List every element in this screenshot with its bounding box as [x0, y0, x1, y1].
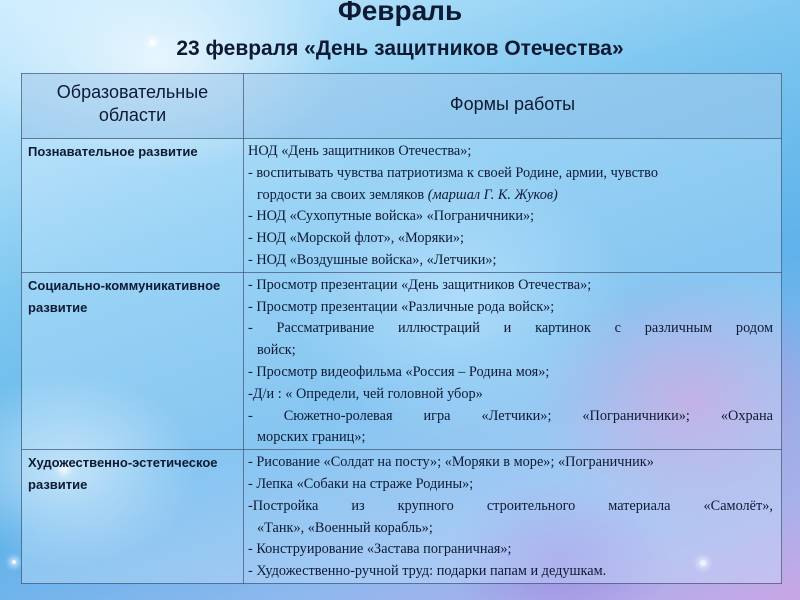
activity-plan-table: [21, 73, 782, 584]
list-item: - НОД «Сухопутные войска» «Пограничники»;: [248, 208, 535, 225]
row-forms-social: [244, 272, 782, 449]
table-row: [22, 139, 782, 273]
list-item: НОД «День защитников Отечества»;: [248, 143, 472, 159]
list-item: -Постройка из крупного строительного материала «Самолёт»,: [248, 497, 773, 514]
list-item: войск;: [257, 342, 296, 359]
page-title: Февраль: [337, 0, 463, 26]
table-row: [22, 450, 782, 584]
list-item: морских границ»;: [257, 429, 366, 446]
list-item: - воспитывать чувства патриотизма к своей Родине, армии, чувство: [248, 164, 658, 181]
list-item-text: гордости за своих земляков: [257, 186, 425, 203]
list-item: [248, 185, 773, 207]
row-area-social: Социально-коммуникативное развитие: [22, 272, 244, 449]
list-item: - НОД «Морской флот», «Моряки»;: [248, 230, 464, 247]
list-item-note: (маршал Г. К. Жуков): [427, 186, 558, 203]
list-item: - Конструирование «Застава пограничная»;: [248, 541, 512, 558]
page-subtitle: 23 февраля «День защитников Отечества»: [176, 37, 624, 60]
row-forms-artistic: [244, 450, 782, 584]
list-item: - Рассматривание иллюстраций и картинок с различным родом: [248, 320, 773, 337]
column-header-forms: Формы работы: [244, 74, 782, 139]
list-item: - Лепка «Собаки на страже Родины»;: [248, 475, 474, 492]
background-sparkle: [12, 560, 16, 564]
list-item: - Сюжетно-ролевая игра «Летчики»; «Пограничники»; «Охрана: [248, 407, 773, 424]
list-item: - Просмотр презентации «Различные рода войск»;: [248, 298, 555, 315]
row-area-artistic: Художественно-эстетическое развитие: [22, 450, 244, 584]
list-item: - Рисование «Солдат на посту»; «Моряки в море»; «Пограничник»: [248, 454, 654, 471]
list-item: - Художественно-ручной труд: подарки папам и дедушкам.: [248, 563, 607, 580]
table-row: [22, 272, 782, 449]
list-item: «Танк», «Военный корабль»;: [257, 519, 433, 536]
table-header-row: [22, 74, 782, 139]
row-area-cognitive: Познавательное развитие: [22, 139, 244, 273]
list-item: -Д/и : « Определи, чей головной убор»: [248, 385, 483, 402]
list-item: - Просмотр презентации «День защитников Отечества»;: [248, 276, 592, 293]
list-item: - Просмотр видеофильма «Россия – Родина моя»;: [248, 363, 550, 380]
column-header-areas: Образовательные области: [22, 74, 244, 139]
row-forms-cognitive: [244, 139, 782, 273]
list-item: - НОД «Воздушные войска», «Летчики»;: [248, 251, 497, 268]
